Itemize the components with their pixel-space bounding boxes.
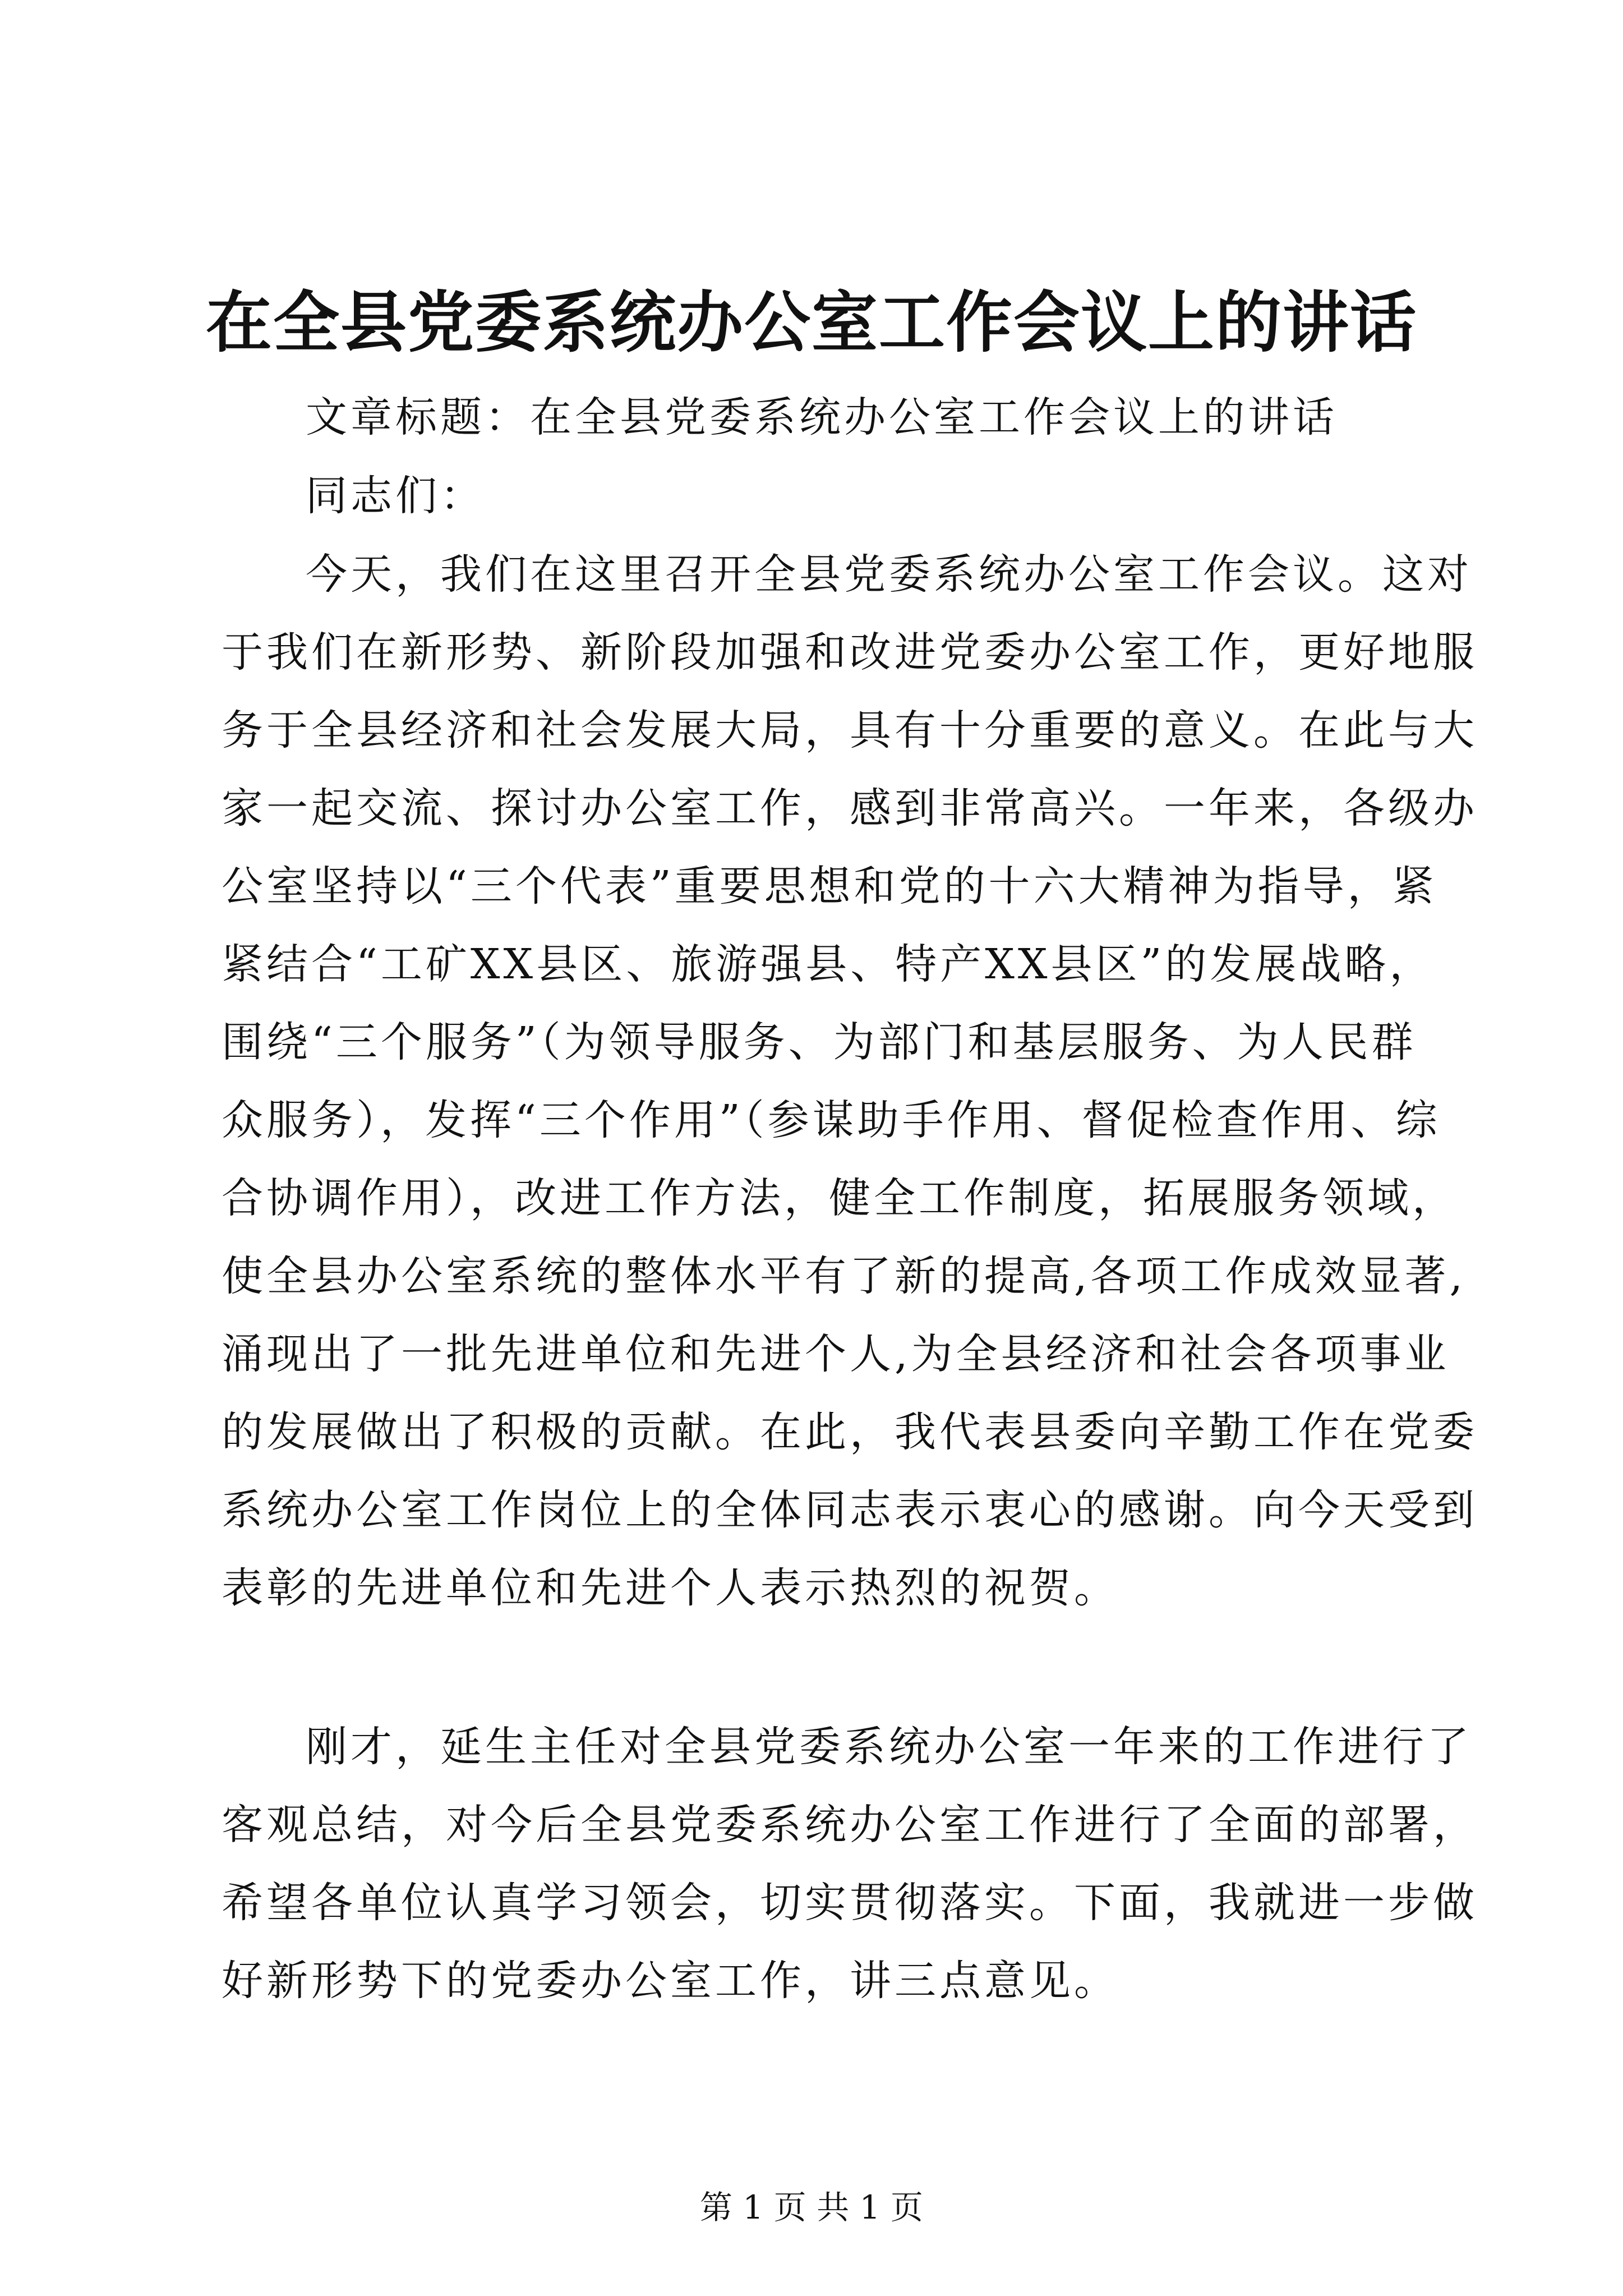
paragraph-1 bbox=[222, 536, 1478, 1627]
paragraph-line: 紧结合“工矿XX县区、旅游强县、特产XX县区”的发展战略， bbox=[222, 940, 1435, 988]
article-header bbox=[222, 379, 1433, 457]
paragraph-line: 众服务），发挥“三个作用”（参谋助手作用、督促检查作用、综 bbox=[222, 1096, 1441, 1144]
paragraph-line: 公室坚持以“三个代表”重要思想和党的十六大精神为指导，紧 bbox=[222, 862, 1437, 910]
paragraph-line: 系统办公室工作岗位上的全体同志表示衷心的感谢。向今天受到 bbox=[222, 1486, 1478, 1534]
paragraph-line: 于我们在新形势、新阶段加强和改进党委办公室工作，更好地服 bbox=[222, 628, 1478, 677]
paragraph-line: 家一起交流、探讨办公室工作，感到非常高兴。一年来，各级办 bbox=[222, 784, 1478, 832]
paragraph-line: 涌现出了一批先进单位和先进个人,为全县经济和社会各项事业 bbox=[222, 1330, 1450, 1378]
paragraph-line: 的发展做出了积极的贡献。在此，我代表县委向辛勤工作在党委 bbox=[222, 1408, 1478, 1456]
paragraph-line: 好新形势下的党委办公室工作，讲三点意见。 bbox=[222, 1957, 1119, 2005]
paragraph-2 bbox=[222, 1708, 1478, 2020]
paragraph-line: 围绕“三个服务”（为领导服务、为部门和基层服务、为人民群 bbox=[222, 1018, 1417, 1066]
page-footer: 第 1 页 共 1 页 bbox=[700, 2188, 923, 2226]
paragraph-line: 务于全县经济和社会发展大局，具有十分重要的意义。在此与大 bbox=[222, 706, 1478, 754]
greeting-line: 同志们： bbox=[306, 472, 485, 520]
paragraph-line: 客观总结，对今后全县党委系统办公室工作进行了全面的部署， bbox=[222, 1801, 1478, 1849]
paragraph-line: 表彰的先进单位和先进个人表示热烈的祝贺。 bbox=[222, 1564, 1119, 1612]
paragraph-line: 希望各单位认真学习领会，切实贯彻落实。下面，我就进一步做 bbox=[222, 1879, 1478, 1927]
paragraph-line: 使全县办公室系统的整体水平有了新的提高,各项工作成效显著, bbox=[222, 1252, 1467, 1300]
article-header-line: 文章标题：在全县党委系统办公室工作会议上的讲话 bbox=[306, 393, 1338, 441]
paragraph-line: 刚才，延生主任对全县党委系统办公室一年来的工作进行了 bbox=[306, 1723, 1472, 1771]
document-title: 在全县党委系统办公室工作会议上的讲话 bbox=[205, 283, 1417, 361]
paragraph-line: 合协调作用），改进工作方法，健全工作制度，拓展服务领域， bbox=[222, 1174, 1457, 1222]
greeting bbox=[222, 457, 1433, 535]
paragraph-line: 今天，我们在这里召开全县党委系统办公室工作会议。这对 bbox=[306, 550, 1472, 599]
